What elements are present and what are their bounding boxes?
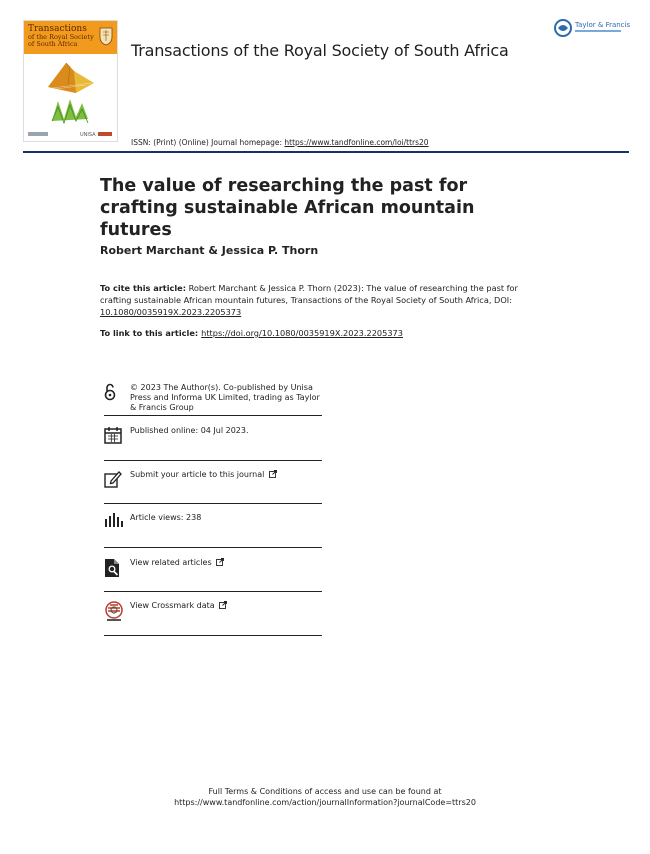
bar-chart-icon (104, 513, 124, 527)
related-articles-label: View related articles (130, 558, 212, 567)
published-row (104, 416, 322, 460)
crossmark-link[interactable] (130, 601, 227, 611)
published-date-text: Published online: 04 Jul 2023. (130, 426, 249, 435)
citation-text: Robert Marchant & Jessica P. Thorn (2023): The value of researching the past for crafting sustainable African mountain futures, Transactions of the Royal Society of South Africa, DOI: (100, 283, 518, 305)
issn-homepage-line (131, 138, 429, 147)
article-views-text: Article views: 238 (130, 513, 202, 522)
citation-block (100, 282, 540, 318)
crossmark-row[interactable] (104, 592, 322, 636)
terms-line: Full Terms & Conditions of access and use can be found at (208, 787, 442, 796)
citation-doi-link[interactable]: 10.1080/0035919X.2023.2205373 (100, 307, 242, 317)
cover-title (28, 24, 98, 48)
cover-unisa-label: UNISA (80, 132, 96, 138)
issn-prefix: ISSN: (Print) (Online) Journal homepage: (131, 138, 285, 147)
cover-title-line1: Transactions (28, 24, 87, 34)
cover-bar-plot-icon (50, 97, 90, 125)
society-crest-icon (99, 26, 113, 46)
publisher-logo-text: Taylor & Francis (575, 21, 631, 29)
article-title: The value of researching the past for crafting sustainable African mountain futures (100, 176, 475, 240)
license-text: © 2023 The Author(s). Co-published by Unisa Press and Informa UK Limited, trading as Taylor & Francis Group (130, 383, 320, 412)
crossmark-icon (104, 601, 124, 623)
external-link-icon (269, 470, 277, 478)
article-authors[interactable]: Robert Marchant & Jessica P. Thorn (100, 244, 319, 257)
views-row (104, 504, 322, 548)
calendar-icon (104, 426, 122, 444)
submit-row[interactable] (104, 460, 322, 504)
edit-icon (104, 470, 122, 488)
article-link-label: To link to this article: (100, 328, 199, 338)
journal-name[interactable]: Transactions of the Royal Society of South Africa (131, 41, 509, 60)
taylor-francis-logo-icon[interactable] (553, 17, 631, 39)
terms-url-link[interactable]: https://www.tandfonline.com/action/journalInformation?journalCode=ttrs20 (174, 798, 476, 807)
crossmark-label: View Crossmark data (130, 601, 215, 610)
external-link-icon (219, 601, 227, 609)
cover-surface-plot-icon (46, 57, 96, 95)
article-doi-url-link[interactable]: https://doi.org/10.1080/0035919X.2023.2205373 (201, 328, 403, 338)
submit-article-label: Submit your article to this journal (130, 470, 265, 479)
related-row[interactable] (104, 548, 322, 592)
terms-footer (0, 786, 650, 808)
journal-homepage-link[interactable]: https://www.tandfonline.com/loi/ttrs20 (284, 138, 429, 147)
cover-publisher-logos-icon (28, 130, 114, 138)
citation-label: To cite this article: (100, 283, 186, 293)
external-link-icon (216, 558, 224, 566)
submit-article-link[interactable] (130, 470, 277, 480)
related-articles-link[interactable] (130, 558, 224, 568)
journal-cover-image (23, 20, 118, 142)
article-link-line (100, 328, 403, 338)
document-search-icon (104, 558, 120, 578)
article-metadata-list (104, 377, 322, 636)
open-access-icon (104, 383, 116, 401)
header-divider (23, 151, 629, 153)
cover-title-line2: of the Royal Society of South Africa (28, 33, 94, 48)
license-row (104, 377, 322, 416)
